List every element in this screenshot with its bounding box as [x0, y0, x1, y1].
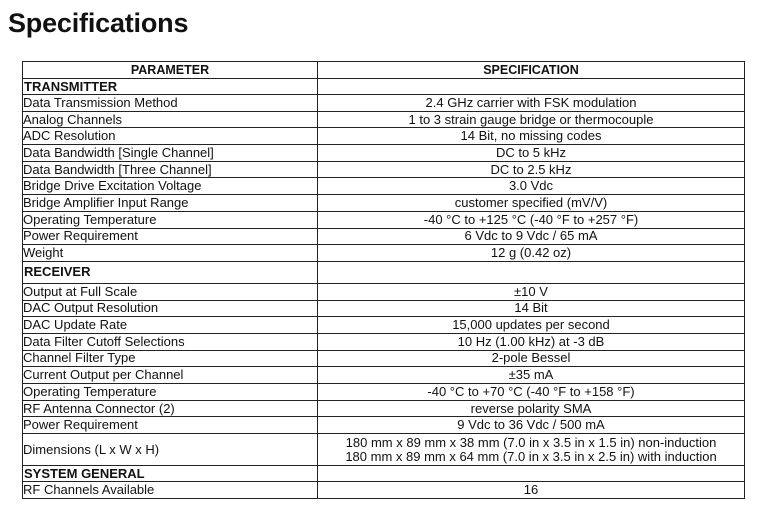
table-row [23, 95, 745, 112]
parameter-cell: Power Requirement [23, 228, 318, 245]
parameter-cell: DAC Update Rate [23, 317, 318, 334]
parameter-cell: RF Channels Available [23, 482, 318, 499]
section-heading: SYSTEM GENERAL [23, 466, 318, 482]
table-row [23, 384, 745, 401]
table-row [23, 400, 745, 417]
specification-cell [318, 111, 745, 128]
page-title: Specifications [8, 8, 189, 38]
specification-line: DC to 2.5 kHz [490, 161, 572, 177]
table-row [23, 482, 745, 499]
table-row [23, 178, 745, 195]
parameter-cell: Channel Filter Type [23, 350, 318, 367]
specification-line: 9 Vdc to 36 Vdc / 500 mA [457, 417, 605, 433]
specification-cell [318, 228, 745, 245]
specification-cell [318, 417, 745, 434]
specification-line: 15,000 updates per second [452, 317, 610, 333]
specification-line: 180 mm x 89 mm x 38 mm (7.0 in x 3.5 in x 1.5 in) non-induction [345, 434, 717, 450]
specification-line: ±10 V [514, 283, 548, 299]
specification-line: 14 Bit, no missing codes [460, 128, 602, 144]
table-header-row [23, 62, 745, 79]
table-row [23, 245, 745, 262]
specification-line: 6 Vdc to 9 Vdc / 65 mA [464, 228, 598, 244]
specification-cell [318, 384, 745, 401]
specification-line: 3.0 Vdc [508, 178, 554, 194]
specification-line: reverse polarity SMA [470, 400, 592, 416]
specification-cell [318, 128, 745, 145]
parameter-cell: Bridge Drive Excitation Voltage [23, 178, 318, 195]
specification-cell [318, 400, 745, 417]
specification-cell [318, 161, 745, 178]
specification-cell [318, 333, 745, 350]
parameter-cell: ADC Resolution [23, 128, 318, 145]
parameter-cell: RF Antenna Connector (2) [23, 400, 318, 417]
specification-cell [318, 95, 745, 112]
table-row [23, 350, 745, 367]
parameter-cell: DAC Output Resolution [23, 300, 318, 317]
specification-line: DC to 5 kHz [495, 144, 567, 160]
table-row [23, 195, 745, 212]
specification-cell [318, 434, 745, 466]
table-row [23, 161, 745, 178]
section-empty-cell [318, 261, 745, 283]
parameter-cell: Output at Full Scale [23, 283, 318, 300]
specification-line: 180 mm x 89 mm x 64 mm (7.0 in x 3.5 in x 2.5 in) with induction [345, 448, 717, 464]
specifications-body [23, 79, 745, 499]
table-row [23, 128, 745, 145]
specification-cell [318, 482, 745, 499]
section-row [23, 261, 745, 283]
specification-cell [318, 300, 745, 317]
specification-line: customer specified (mV/V) [454, 194, 608, 210]
specification-line: 2-pole Bessel [491, 350, 571, 366]
parameter-cell: Data Filter Cutoff Selections [23, 333, 318, 350]
specifications-table [22, 61, 745, 499]
section-heading: TRANSMITTER [23, 79, 318, 95]
specification-line: 1 to 3 strain gauge bridge or thermocouple [408, 111, 654, 127]
specification-line: ±35 mA [508, 367, 554, 383]
parameter-cell: Current Output per Channel [23, 367, 318, 384]
specification-line: 12 g (0.42 oz) [490, 245, 572, 261]
table-row [23, 367, 745, 384]
specification-cell [318, 178, 745, 195]
header-parameter: PARAMETER [23, 62, 318, 79]
specification-line: -40 °C to +70 °C (-40 °F to +158 °F) [427, 383, 635, 399]
parameter-cell: Operating Temperature [23, 384, 318, 401]
specification-cell [318, 317, 745, 334]
specification-line: 16 [523, 481, 539, 497]
parameter-cell: Dimensions (L x W x H) [23, 434, 318, 466]
specification-cell [318, 145, 745, 162]
table-row [23, 145, 745, 162]
parameter-cell: Operating Temperature [23, 211, 318, 228]
specification-cell [318, 195, 745, 212]
parameter-cell: Data Transmission Method [23, 95, 318, 112]
parameter-cell: Weight [23, 245, 318, 262]
section-row [23, 79, 745, 95]
specification-line: 14 Bit [514, 300, 548, 316]
table-row [23, 111, 745, 128]
specification-cell [318, 283, 745, 300]
table-row [23, 417, 745, 434]
table-row [23, 283, 745, 300]
specification-line: -40 °C to +125 °C (-40 °F to +257 °F) [423, 211, 639, 227]
table-row [23, 333, 745, 350]
specification-cell [318, 350, 745, 367]
section-heading: RECEIVER [23, 261, 318, 283]
parameter-cell: Analog Channels [23, 111, 318, 128]
table-row [23, 434, 745, 466]
specification-line: 10 Hz (1.00 kHz) at -3 dB [457, 333, 605, 349]
specification-line: 2.4 GHz carrier with FSK modulation [425, 94, 637, 110]
table-row [23, 228, 745, 245]
specification-cell [318, 211, 745, 228]
specification-cell [318, 245, 745, 262]
table-row [23, 317, 745, 334]
header-specification: SPECIFICATION [318, 62, 745, 79]
parameter-cell: Power Requirement [23, 417, 318, 434]
table-row [23, 211, 745, 228]
parameter-cell: Data Bandwidth [Single Channel] [23, 145, 318, 162]
table-row [23, 300, 745, 317]
parameter-cell: Data Bandwidth [Three Channel] [23, 161, 318, 178]
section-row [23, 466, 745, 482]
section-empty-cell [318, 466, 745, 482]
parameter-cell: Bridge Amplifier Input Range [23, 195, 318, 212]
specification-cell [318, 367, 745, 384]
section-empty-cell [318, 79, 745, 95]
